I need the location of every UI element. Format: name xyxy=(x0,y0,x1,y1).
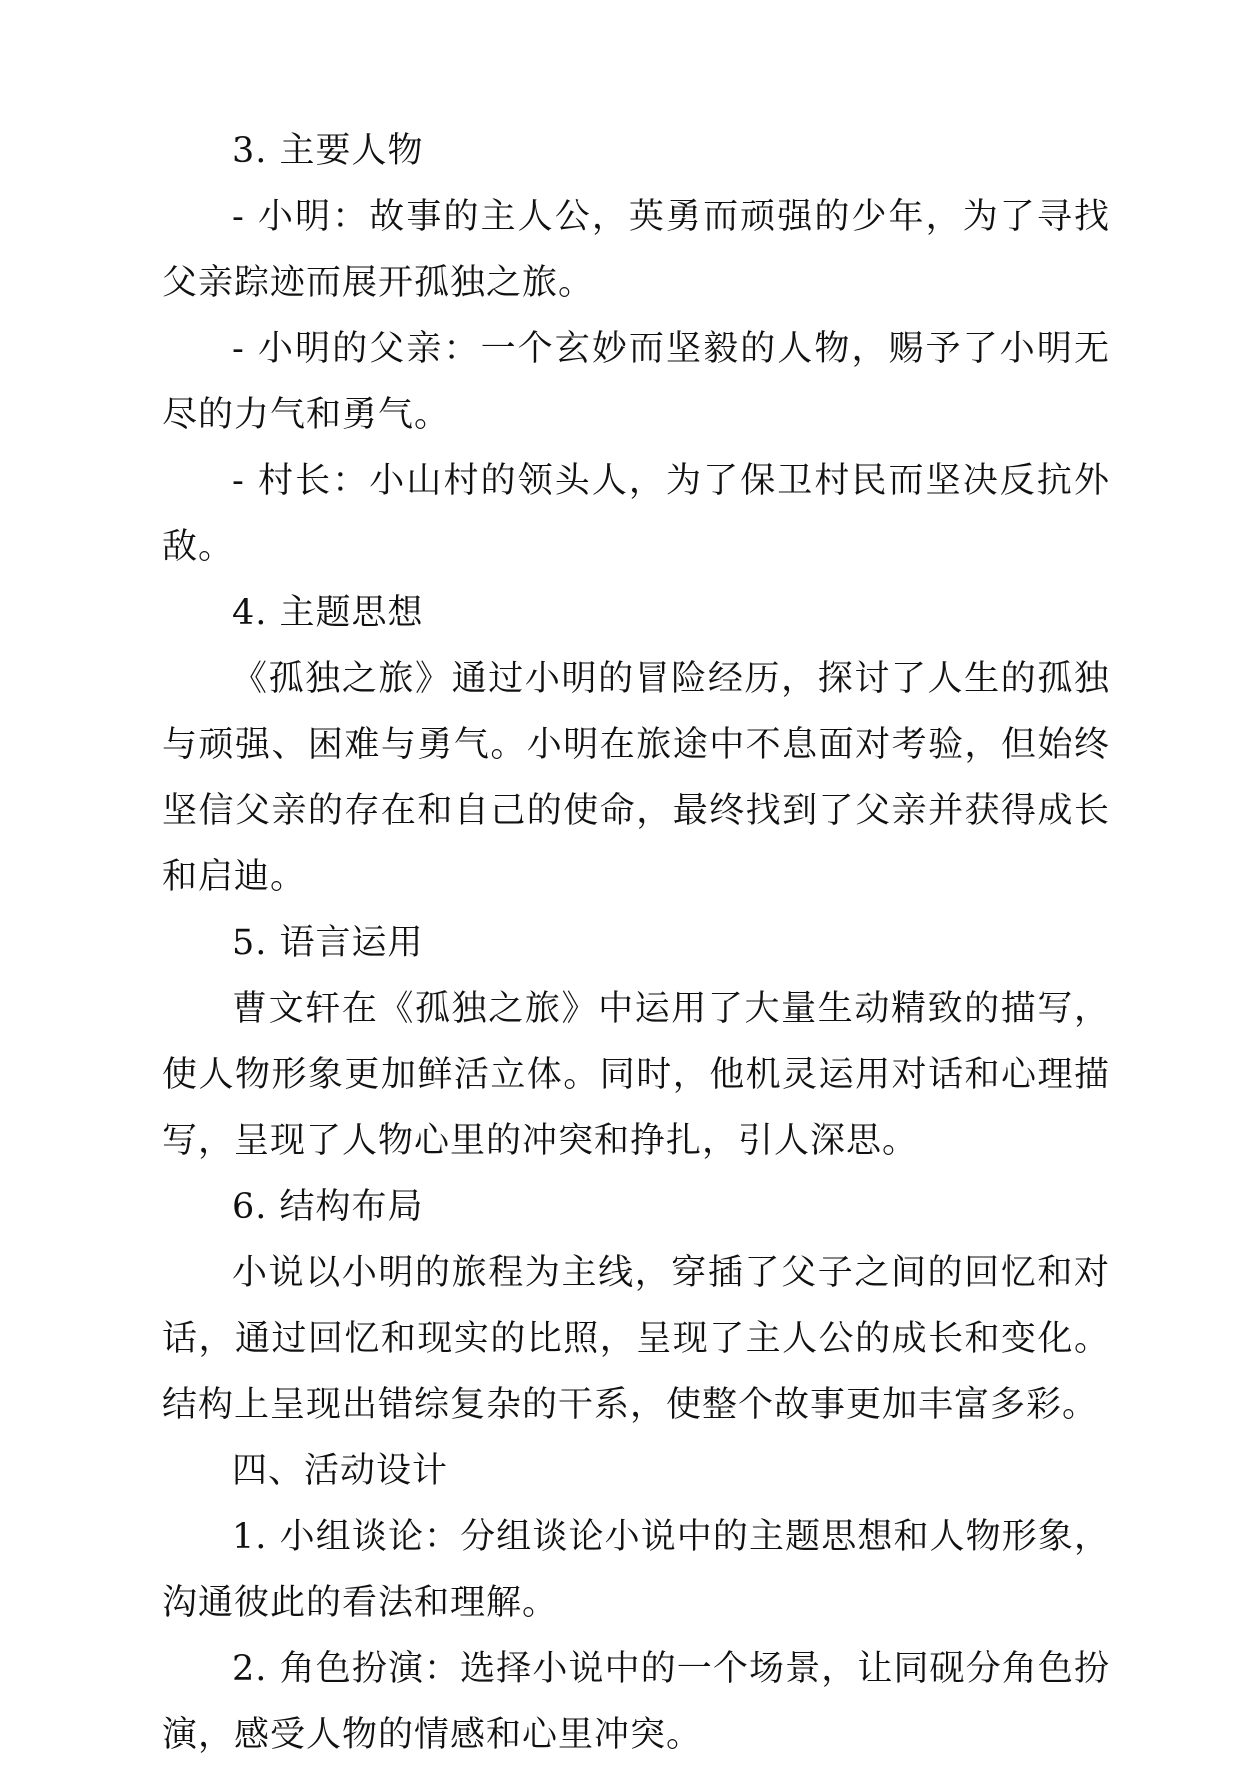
paragraph-father: - 小明的父亲：一个玄妙而坚毅的人物，赐予了小明无尽的力气和勇气。 xyxy=(162,329,1110,435)
paragraph-role-play: 2. 角色扮演：选择小说中的一个场景，让同砚分角色扮演，感受人物的情感和心里冲突。 xyxy=(162,1649,1110,1755)
paragraph-village-head: - 村长：小山村的领头人，为了保卫村民而坚决反抗外敌。 xyxy=(162,461,1110,567)
paragraph-group-discussion: 1. 小组谈论：分组谈论小说中的主题思想和人物形象，沟通彼此的看法和理解。 xyxy=(162,1517,1110,1623)
heading-activity-design: 四、活动设计 xyxy=(232,1451,449,1491)
heading-structure: 6. 结构布局 xyxy=(232,1187,424,1227)
paragraph-language: 曹文轩在《孤独之旅》中运用了大量生动精致的描写，使人物形象更加鲜活立体。同时，他机灵运用对话和心理描写，呈现了人物心里的冲突和挣扎，引人深思。 xyxy=(162,989,1110,1161)
heading-language: 5. 语言运用 xyxy=(232,923,424,963)
heading-main-characters: 3. 主要人物 xyxy=(232,131,424,171)
heading-theme: 4. 主题思想 xyxy=(232,593,424,633)
paragraph-theme: 《孤独之旅》通过小明的冒险经历，探讨了人生的孤独与顽强、困难与勇气。小明在旅途中不息面对考验，但始终坚信父亲的存在和自己的使命，最终找到了父亲并获得成长和启迪。 xyxy=(162,659,1110,897)
paragraph-structure: 小说以小明的旅程为主线，穿插了父子之间的回忆和对话，通过回忆和现实的比照，呈现了主人公的成长和变化。结构上呈现出错综复杂的干系，使整个故事更加丰富多彩。 xyxy=(162,1253,1110,1425)
paragraph-xiaoming: - 小明：故事的主人公，英勇而顽强的少年，为了寻找父亲踪迹而展开孤独之旅。 xyxy=(162,197,1110,303)
document-page xyxy=(162,118,1110,1768)
